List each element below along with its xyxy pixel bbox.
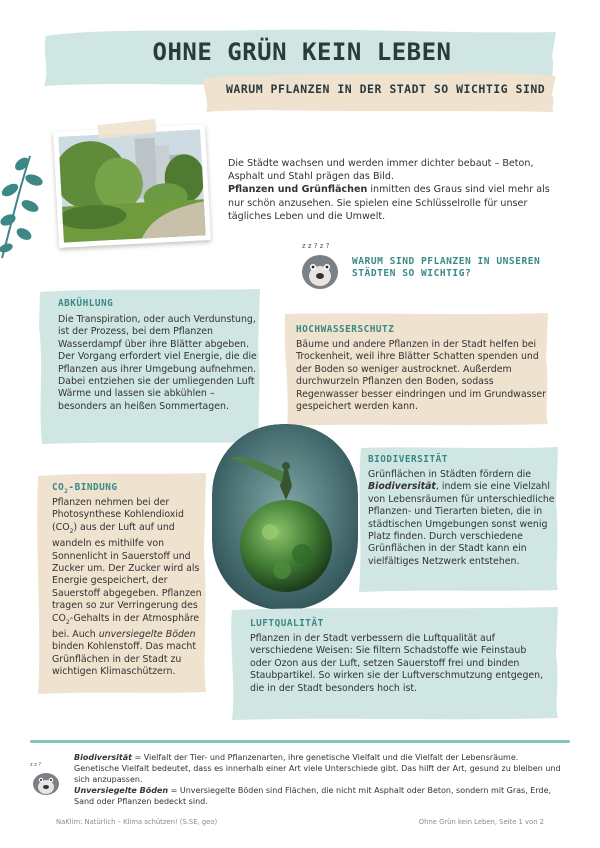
abkuehlung-title: ABKÜHLUNG xyxy=(58,298,114,309)
luftqualitaet-text: Pflanzen in der Stadt verbessern die Luftqualität auf verschiedene Weisen: Sie filtern Schadstoffe wie Feinstaub oder Ozon aus der Luft, setzen Sauerstoff frei und binden Staubpartikel. So wirken sie der Luftverschmutzung entgegen, die in der Stadt besonders hoch ist. xyxy=(250,633,544,694)
luftqualitaet-title: LUFTQUALITÄT xyxy=(250,618,324,629)
glossary: Biodiversität = Vielfalt der Tier- und Pflanzenarten, ihre genetische Vielfalt und die Vielfalt der Lebensräume. Genetische Vielfalt bedeutet, dass es innerhalb einer Art viele Unterschiede gibt. Das hilft der Art, gesund zu bleiben und sich anzupassen. Unversiegelte Böden = Unversiegelte Böden sind Flächen, die nicht mit Asphalt oder Beton, sondern mit Gras, Erde, Sand oder Pflanzen bedeckt sind. xyxy=(74,753,561,806)
mascot-icon-footer xyxy=(28,760,64,796)
co2-title: $CO_2$-BINDUNG xyxy=(52,482,118,495)
divider xyxy=(30,740,570,743)
leaf-branch-icon xyxy=(0,150,46,260)
biodiversitaet-text: Grünflächen in Städten fördern die Biodiversität, indem sie eine Vielzahl von Lebensräumen für unterschiedliche Pflanzen- und Tierarten bieten, die in städtischen Umgebungen sonst wenig Platz finden. Durch verschiedene Grünflächen in der Stadt kann ein vielfältiges Netzwerk entstehen. xyxy=(368,469,555,567)
hochwasserschutz-title: HOCHWASSERSCHUTZ xyxy=(296,324,395,335)
intro-text: Die Städte wachsen und werden immer dichter bebaut – Beton, Asphalt und Stahl prägen das Bild. Pflanzen und Grünflächen inmitten des Graus sind viel mehr als nur schön anzusehen. Sie spielen eine Schlüsselrolle für unser tägliches Leben und die Umwelt. xyxy=(228,158,550,222)
page-title: OHNE GRÜN KEIN LEBEN xyxy=(152,38,452,66)
footer-right: Ohne Grün kein Leben, Seite 1 von 2 xyxy=(418,818,544,826)
city-park-photo xyxy=(53,124,211,248)
svg-text:z z ? z ?: z z ? z ? xyxy=(302,242,330,250)
green-planet-illustration xyxy=(212,424,358,610)
section-hochwasserschutz xyxy=(282,310,552,428)
page-subtitle: WARUM PFLANZEN IN DER STADT SO WICHTIG SIND xyxy=(226,82,546,96)
section-luftqualitaet xyxy=(228,604,562,722)
footer-left: NaKlim: Natürlich – Klima schützen! (S.SE, geo) xyxy=(56,818,218,826)
question-heading: WARUM SIND PFLANZEN IN UNSEREN STÄDTEN SO WICHTIG? xyxy=(352,256,541,279)
hochwasserschutz-text: Bäume und andere Pflanzen in der Stadt helfen bei Trockenheit, weil ihre Blätter Schatten spenden und der Boden so weniger austrocknet. Außerdem durchwurzeln Pflanzen den Boden, sodass Regenwasser besser eindringen und im Grundwasser gespeichert werden kann. xyxy=(296,339,546,413)
section-abkuehlung xyxy=(36,286,264,446)
biodiversitaet-title: BIODIVERSITÄT xyxy=(368,454,448,465)
section-biodiversitaet xyxy=(356,444,562,594)
abkuehlung-text: Die Transpiration, oder auch Verdunstung, ist der Prozess, bei dem Pflanzen Wasserdampf über ihre Blätter abgeben. Der Vorgang erfordert viel Energie, die die Pflanzen aus ihrer Umgebung aufnehmen. Dabei entziehen sie der umliegenden Luft Wärme und lassen sie abkühlen – besonders an heißen Sommertagen. xyxy=(58,314,257,412)
section-co2-bindung xyxy=(34,470,210,696)
co2-text: Pflanzen nehmen bei der Photosynthese Kohlendioxid $(CO_2)$ aus der Luft auf und wandeln es mithilfe von Sonnenlicht in Sauerstoff und Zucker um. Der Zucker wird als Energie gespeichert, der Sauerstoff abgegeben. Pflanzen tragen so zur Verringerung des $CO_2$-Gehalts in der Atmosphäre bei. Auch unversiegelte Böden binden Kohlenstoff. Das macht Grünflächen in der Stadt zu wichtigen Klimaschützern. xyxy=(52,497,202,678)
svg-text:z z ?: z z ? xyxy=(30,762,42,768)
